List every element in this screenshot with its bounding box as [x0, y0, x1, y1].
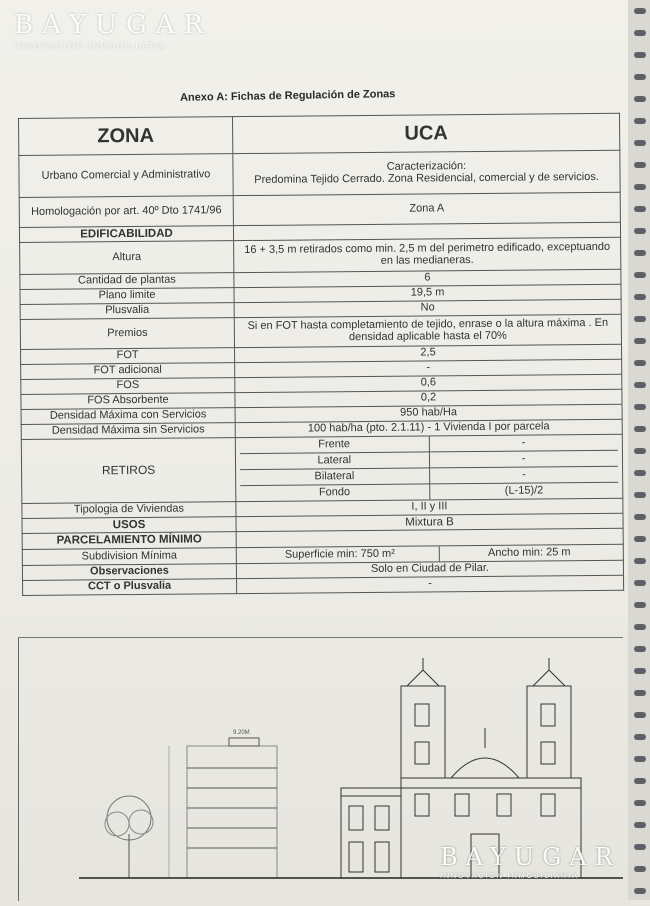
retiro-fondo-label: Fondo: [240, 484, 429, 501]
subdivision-ancho: Ancho min: 25 m: [487, 545, 571, 559]
retiro-frente-value: -: [429, 435, 618, 452]
zona-header-label: ZONA: [19, 117, 233, 156]
densidad-con-servicios-label: Densidad Máxima con Servicios: [21, 408, 235, 425]
usos-value: Mixtura B: [236, 513, 623, 531]
fos-absorbente-label: FOS Absorbente: [21, 393, 235, 410]
fot-value: 2,5: [235, 344, 622, 362]
caracterizacion-value: Predomina Tejido Cerrado. Zona Residencial, comercial y de servicios.: [254, 170, 599, 186]
watermark-logo-bottom: [440, 843, 621, 880]
zona-header-value: UCA: [232, 113, 619, 153]
caracterizacion-cell: [233, 150, 620, 195]
plano-limite-value: 19,5 m: [234, 284, 621, 302]
usos-section: USOS: [22, 517, 236, 534]
regulation-table: [18, 113, 624, 596]
homologacion-label: Homologación por art. 40º Dto 1741/96: [19, 196, 233, 228]
retiros-cell: [235, 434, 623, 501]
watermark-logo-top: [14, 10, 212, 51]
plano-limite-label: Plano limite: [20, 288, 234, 305]
retiros-table: [240, 435, 619, 501]
fot-label: FOT: [21, 348, 235, 365]
fos-label: FOS: [21, 378, 235, 395]
watermark-tagline: INNOVACIÓN INMOBILIARIA: [14, 42, 167, 51]
tipologia-value: I, II y III: [236, 498, 623, 516]
observaciones-value: Solo en Ciudad de Pilar.: [236, 560, 623, 578]
house-illustration: [341, 788, 401, 878]
retiro-fondo-value: (L-15)/2: [504, 484, 544, 497]
retiro-bilateral-value: -: [429, 466, 618, 484]
spiral-binding: [628, 0, 650, 900]
retiro-lateral-value: -: [429, 450, 618, 468]
fot-adicional-value: -: [235, 359, 622, 377]
premios-label: Premios: [20, 318, 234, 350]
retiro-bilateral-label: Bilateral: [240, 468, 429, 486]
tree-illustration: [105, 796, 153, 878]
observaciones-label: Observaciones: [22, 564, 236, 581]
zone-type-label: Urbano Comercial y Administrativo: [19, 154, 233, 198]
watermark-tagline-bottom: INNOVACIÓN INMOBILIARIA: [440, 873, 579, 880]
cct-label: CCT o Plusvalia: [23, 579, 237, 596]
document-heading: Anexo A: Fichas de Regulación de Zonas: [179, 88, 396, 104]
densidad-sin-servicios-label: Densidad Máxima sin Servicios: [21, 423, 235, 440]
retiros-label: RETIROS: [21, 438, 236, 504]
cct-value: -: [237, 575, 624, 593]
edificabilidad-section: EDIFICABILIDAD: [19, 226, 233, 243]
retiro-lateral-label: Lateral: [240, 452, 429, 470]
densidad-con-servicios-value: 950 hab/Ha: [235, 404, 622, 422]
height-dimension-label: 9.20M: [233, 730, 250, 736]
densidad-sin-servicios-value: 100 hab/ha (pto. 2.1.11) - 1 Vivienda I por parcela: [235, 419, 622, 437]
fos-value: 0,6: [235, 374, 622, 392]
zone-regulation-sheet: [18, 113, 624, 596]
plusvalia-value: No: [234, 299, 621, 317]
parcelamiento-section: PARCELAMIENTO MÍNIMO: [22, 532, 236, 550]
plantas-label: Cantidad de plantas: [20, 273, 234, 290]
altura-label: Altura: [20, 241, 234, 275]
watermark-brand: BAYUGAR: [14, 10, 213, 40]
subdivision-superficie: Superficie min: 750 m²: [241, 546, 440, 563]
subdivision-label: Subdivision Mínima: [22, 548, 236, 566]
premios-value: Si en FOT hasta completamiento de tejido, enrase o la altura máxima . En densidad aplicable hasta el 70%: [234, 314, 621, 347]
plusvalia-label: Plusvalia: [20, 303, 234, 320]
watermark-brand-bottom: BAYUGAR: [440, 843, 621, 871]
tall-building-illustration: [169, 738, 277, 878]
fos-absorbente-value: 0,2: [235, 389, 622, 407]
homologacion-value: Zona A: [233, 192, 620, 225]
tipologia-label: Tipologia de Viviendas: [22, 502, 236, 519]
altura-value: 16 + 3,5 m retirados como min. 2,5 m del perimetro edificado, exceptuando en las medianeras.: [234, 237, 621, 272]
retiro-frente-label: Frente: [240, 436, 429, 453]
plantas-value: 6: [234, 269, 621, 287]
caracterizacion-label: Caracterización:: [386, 160, 467, 173]
fot-adicional-label: FOT adicional: [21, 363, 235, 380]
